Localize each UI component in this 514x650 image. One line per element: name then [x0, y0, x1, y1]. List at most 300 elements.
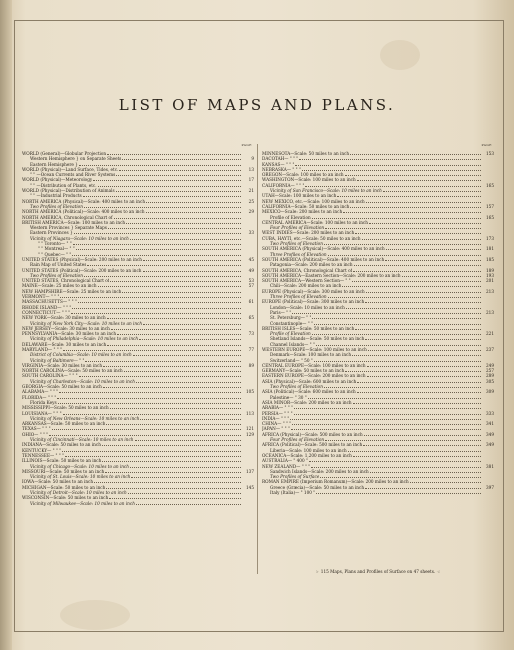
- leader-dots: [294, 408, 481, 409]
- leader-dots: [365, 302, 481, 303]
- entry-page-number: 145: [246, 484, 254, 490]
- entry-title: MEXICO—Scale: 200 miles to an inch: [262, 209, 343, 215]
- leader-dots: [143, 271, 241, 272]
- entry-title: Two Profiles of Elevation: [270, 241, 323, 247]
- entry-title: NEW MEXICO, etc.—Scale: 100 miles to an inch: [262, 198, 365, 204]
- entry-page-number: 113: [246, 410, 254, 416]
- column-divider: [257, 144, 258, 574]
- entry-title: Palestine— " 30 ": [270, 394, 307, 400]
- leader-dots: [357, 392, 481, 393]
- entry-title: Vicinity of Cincinnati—Scale: 10 miles to an inch: [30, 437, 134, 443]
- leader-dots: [146, 212, 241, 213]
- leader-dots: [79, 376, 241, 377]
- page-header-label: PAGE: [241, 143, 252, 147]
- entry-title: ARKANSAS—Scale: 50 miles to an inch: [22, 421, 106, 427]
- leader-dots: [312, 218, 481, 219]
- entry-title: Profile of Elevation: [270, 331, 311, 337]
- entry-title: CUBA, HAYTI, etc.—Scale: 50 miles to an inch: [262, 235, 361, 241]
- leader-dots: [353, 271, 481, 272]
- entry-page-number: 237: [486, 346, 494, 352]
- entry-title: WEST INDIES—Scale: 200 miles to an inch: [262, 230, 355, 236]
- entry-title: NEW HAMPSHIRE—Scale: 25 miles to an inch: [22, 288, 122, 294]
- entry-title: Greece (Græcia)—Scale: 50 miles to an inch: [270, 484, 365, 490]
- entry-title: KENTUCKY— " " ": [22, 447, 62, 453]
- entry-title: DELAWARE—Scale: 30 miles to an inch: [22, 341, 107, 347]
- entry-title: Denmark—Scale: 100 miles to an inch: [270, 352, 352, 358]
- entry-title: Eastern Hemisphere }: [30, 161, 78, 167]
- entry-title: FLORIDA— " " ": [22, 394, 57, 400]
- leader-dots: [324, 387, 481, 388]
- entry-title: EASTERN EUROPE—Scale: 200 miles to an inch: [262, 373, 366, 379]
- leader-dots: [72, 255, 241, 256]
- leader-dots: [324, 244, 481, 245]
- leader-dots: [328, 297, 481, 298]
- entry-title: KANSAS— " " ": [262, 161, 295, 167]
- leader-dots: [294, 414, 481, 415]
- leader-dots: [146, 202, 241, 203]
- leader-dots: [106, 488, 241, 489]
- page-title: LIST OF MAPS AND PLANS.: [118, 96, 396, 114]
- entry-title: CALIFORNIA— " " ": [262, 182, 305, 188]
- entry-title: BRITISH ISLES—Scale: 50 miles to an inch: [262, 325, 355, 331]
- leader-dots: [309, 461, 481, 462]
- leader-dots: [325, 440, 481, 441]
- entry-title: NEW YORK—Scale: 30 miles to an inch: [22, 315, 106, 321]
- entry-title: " " Quebec— " ": [38, 251, 72, 257]
- entry-title: EUROPE (Political)—Scale: 300 miles to an inch: [262, 299, 365, 305]
- entry-title: Vicinity of New Orleans—Scale: 10 miles to an inch: [30, 415, 140, 421]
- entry-page-number: 137: [246, 468, 254, 474]
- entry-title: JAPAN— " " ": [262, 426, 290, 432]
- entry-title: Four Profiles of Elevation: [270, 225, 325, 231]
- entry-page-number: 181: [486, 246, 494, 252]
- leader-dots: [346, 308, 481, 309]
- entry-page-number: 77: [248, 346, 254, 352]
- leader-dots: [98, 186, 241, 187]
- leader-dots: [133, 355, 241, 356]
- entry-page-number: 165: [486, 214, 494, 220]
- entry-page-number: 25: [248, 198, 254, 204]
- leader-dots: [73, 244, 241, 245]
- entry-page-number: 121: [246, 426, 254, 432]
- leader-dots: [402, 276, 481, 277]
- leader-dots: [369, 223, 481, 224]
- entry-page-number: 29: [248, 209, 254, 215]
- entry-page-number: 189: [486, 267, 494, 273]
- entry-title: Profile of Elevation: [270, 214, 311, 220]
- entry-title: Vicinity of Philadelphia—Scale: 10 miles to an inch: [30, 336, 139, 342]
- map-list-entry: [262, 490, 494, 495]
- entry-title: WORLD (General)—Globular Projection: [22, 151, 107, 156]
- entry-title: Two Profiles of Elevation: [30, 203, 83, 209]
- entry-title: AUSTRALIA— " 400 ": [262, 458, 308, 464]
- leader-dots: [410, 482, 481, 483]
- entry-title: TENNESSEE— " " ": [22, 452, 64, 458]
- leader-dots: [65, 456, 241, 457]
- page-header-label: PAGE: [481, 143, 492, 147]
- leader-dots: [107, 318, 241, 319]
- entry-title: " " —Ocean Currents and River Systems: [30, 172, 116, 178]
- leader-dots: [63, 350, 241, 351]
- leader-dots: [292, 424, 481, 425]
- leader-dots: [117, 334, 241, 335]
- leader-dots: [362, 239, 481, 240]
- leader-dots: [71, 313, 241, 314]
- entry-title: SOUTH AMERICA (Political)—Scale: 400 miles to an inch: [262, 256, 385, 262]
- entry-title: Vicinity of Milwaukee—Scale: 10 miles to an inch: [30, 500, 135, 506]
- leader-dots: [98, 286, 241, 287]
- leader-dots: [124, 371, 241, 372]
- entry-title: DACOTAH— " " ": [262, 156, 299, 162]
- entry-title: Vicinity of Detroit—Scale: 10 miles to an inch: [30, 490, 127, 495]
- leader-dots: [126, 223, 241, 224]
- right-entry-list: [262, 151, 494, 495]
- entry-page-number: 33: [248, 230, 254, 236]
- leader-dots: [367, 366, 481, 367]
- entry-title: Switzerland— " 50 ": [270, 357, 313, 363]
- entry-page-number: 173: [486, 235, 494, 241]
- leader-dots: [342, 286, 481, 287]
- entry-title: OHIO— " " ": [22, 431, 49, 437]
- entry-page-number: 309: [486, 389, 494, 395]
- entry-title: VIRGINIA—Scale: 30 miles to an inch: [22, 362, 103, 368]
- leader-dots: [328, 255, 481, 256]
- leader-dots: [366, 292, 481, 293]
- entry-page-number: 49: [248, 267, 254, 273]
- leader-dots: [103, 387, 241, 388]
- leader-dots: [364, 435, 481, 436]
- entry-title: OREGON—Scale: 100 miles to an inch: [262, 172, 344, 178]
- entry-page-number: 397: [486, 484, 494, 490]
- leader-dots: [116, 175, 241, 176]
- leader-dots: [122, 159, 241, 160]
- entry-title: District of Columbia—Scale: 10 miles to an inch: [30, 352, 132, 358]
- entry-title: NORTH AMERICA (Political)—Scale: 400 miles to an inch: [22, 209, 145, 215]
- entry-title: SOUTH CAROLINA— " " ": [22, 373, 78, 379]
- entry-title: PENNSYLVANIA—Scale: 30 miles to an inch: [22, 331, 117, 337]
- entry-title: ASIA (Political)—Scale: 600 miles to an inch: [262, 389, 356, 395]
- leader-dots: [305, 186, 481, 187]
- leader-dots: [357, 382, 481, 383]
- entry-title: Constantinople— " ": [270, 320, 313, 326]
- entry-page-number: 193: [486, 272, 494, 278]
- leader-dots: [72, 308, 241, 309]
- entry-title: Channel Islands— " ": [270, 341, 315, 347]
- leader-dots: [316, 345, 481, 346]
- leader-dots: [352, 355, 481, 356]
- entry-title: VERMONT— " " ": [22, 294, 60, 300]
- entry-title: Two Profiles of Elevation: [30, 272, 83, 278]
- entry-title: GEORGIA—Scale: 50 miles to an inch: [22, 384, 102, 390]
- entry-title: Western Provinces } Separate Maps: [30, 225, 107, 231]
- entry-title: MINNESOTA—Scale: 50 miles to an inch: [262, 151, 350, 156]
- entry-title: Patagonia—Scale: 200 miles to an inch: [270, 262, 353, 268]
- entry-title: MARYLAND— " " ": [22, 346, 62, 352]
- leader-dots: [312, 334, 481, 335]
- entry-title: MICHIGAN—Scale: 50 miles to an inch: [22, 484, 106, 490]
- entry-page-number: 17: [248, 177, 254, 183]
- leader-dots: [85, 361, 241, 362]
- entry-title: IOWA—Scale: 50 miles to an inch: [22, 479, 94, 485]
- entry-title: NORTH CAROLINA—Scale: 50 miles to an inch: [22, 368, 123, 374]
- entry-title: ASIA (Physical)—Scale: 600 miles to an inch: [262, 378, 357, 384]
- leader-dots: [385, 260, 481, 261]
- leader-dots: [386, 249, 481, 250]
- left-column: [22, 143, 254, 506]
- entry-title: UTAH—Scale: 100 miles to an inch: [262, 193, 337, 199]
- entry-title: ALABAMA— " " ": [22, 389, 59, 395]
- entry-title: ROMAN EMPIRE (Imperium Romanum)—Scale: 200 miles to an inch: [262, 479, 409, 485]
- entry-title: NORTH AMERICA (Physical)—Scale: 400 miles to an inch: [22, 198, 146, 204]
- entry-title: " " Montreal— " ": [38, 246, 75, 252]
- entry-title: Vicinity of St. Louis—Scale: 10 miles to an inch: [30, 474, 131, 480]
- page-column-header: [22, 143, 254, 151]
- entry-title: CONNECTICUT— " " ": [22, 309, 71, 315]
- paper-stain: [380, 40, 420, 70]
- entry-page-number: 249: [486, 362, 494, 368]
- leader-dots: [140, 419, 241, 420]
- leader-dots: [355, 233, 481, 234]
- entry-page-number: 21: [248, 188, 254, 194]
- leader-dots: [352, 281, 481, 282]
- entry-page-number: 73: [248, 331, 254, 337]
- entry-title: " " Toronto— " ": [38, 241, 72, 247]
- entry-title: WESTERN EUROPE—Scale: 100 miles to an inch: [262, 346, 367, 352]
- leader-dots: [58, 403, 241, 404]
- leader-dots: [102, 445, 241, 446]
- entry-title: CALIFORNIA—Scale: 50 miles to an inch: [262, 203, 350, 209]
- entry-title: Liberia—Scale: 100 miles to an inch: [270, 447, 347, 453]
- leader-dots: [57, 398, 241, 399]
- leader-dots: [316, 493, 481, 494]
- entry-title: Western Hemisphere } on Separate Sheets: [30, 156, 122, 162]
- entry-page-number: 341: [486, 421, 494, 427]
- entry-page-number: 53: [248, 278, 254, 284]
- entry-title: GERMANY—Scale: 50 miles to an inch: [262, 368, 345, 374]
- entry-title: London—Scale: 10 miles to an inch: [270, 304, 345, 310]
- entry-title: UNITED STATES (Political)—Scale: 200 miles to an inch: [22, 267, 142, 273]
- leader-dots: [136, 504, 241, 505]
- leader-dots: [290, 419, 481, 420]
- entry-title: " " —Industrial Products: [30, 193, 82, 199]
- entry-title: SOUTH AMERICA, Chronological Chart of: [262, 267, 353, 273]
- leader-dots: [122, 292, 241, 293]
- leader-dots: [357, 180, 481, 181]
- leader-dots: [94, 482, 241, 483]
- leader-dots: [291, 429, 481, 430]
- leader-dots: [302, 170, 481, 171]
- leader-dots: [139, 339, 241, 340]
- leader-dots: [370, 472, 481, 473]
- entry-page-number: 305: [486, 378, 494, 384]
- entry-page-number: 213: [486, 309, 494, 315]
- leader-dots: [110, 408, 241, 409]
- entry-title: CHINA— " " ": [262, 421, 292, 427]
- leader-dots: [367, 376, 481, 377]
- leader-dots: [135, 440, 242, 441]
- leader-dots: [110, 281, 241, 282]
- entry-title: Vicinity of Baltimore— " ": [30, 357, 85, 363]
- leader-dots: [143, 260, 241, 261]
- entry-title: UNITED STATES, Chronological Chart of: [22, 278, 110, 284]
- leader-dots: [136, 382, 241, 383]
- entry-title: WASHINGTON—Scale: 100 miles to an inch: [262, 177, 356, 183]
- right-column: [262, 143, 494, 495]
- leader-dots: [353, 403, 481, 404]
- leader-dots: [363, 445, 481, 446]
- entry-title: Sandwich Islands—Scale: 200 miles to an inch: [270, 468, 369, 474]
- leader-dots: [308, 398, 481, 399]
- leader-dots: [103, 366, 241, 367]
- leader-dots: [116, 191, 241, 192]
- leader-dots: [102, 461, 241, 462]
- entry-title: Paris— " ": [270, 309, 292, 315]
- entry-page-number: 221: [486, 331, 494, 337]
- leader-dots: [314, 324, 481, 325]
- entry-title: ILLINOIS—Scale: 50 miles to an inch: [22, 458, 102, 464]
- entry-title: NEW JERSEY—Scale: 30 miles to an inch: [22, 325, 110, 331]
- entry-title: Three Profiles of Elevation: [270, 251, 327, 257]
- entry-title: INDIANA—Scale: 50 miles to an inch: [22, 442, 101, 448]
- entry-page-number: 157: [486, 203, 494, 209]
- entry-title: MISSISSIPPI—Scale: 50 miles to an inch: [22, 405, 109, 411]
- entry-title: NEBRASKA— " " ": [262, 166, 301, 172]
- leader-dots: [111, 329, 241, 330]
- entry-page-number: 45: [248, 256, 254, 262]
- entry-title: BRITISH AMERICA—Scale: 100 miles to an inch: [22, 219, 126, 225]
- entry-title: Italy (Italia)— " 100 ": [270, 490, 316, 495]
- entry-title: TEXAS— " " ": [22, 426, 51, 432]
- entry-page-number: 89: [248, 362, 254, 368]
- entry-page-number: 185: [486, 256, 494, 262]
- leader-dots: [314, 361, 481, 362]
- leader-dots: [130, 239, 241, 240]
- entry-page-number: 129: [246, 431, 254, 437]
- leader-dots: [49, 435, 241, 436]
- entry-title: Vicinity of Chicago—Scale: 10 miles to an inch: [30, 463, 129, 469]
- paper-stain: [60, 600, 130, 630]
- leader-dots: [366, 202, 481, 203]
- entry-title: Chili—Scale: 200 miles to an inch: [270, 283, 342, 289]
- entry-title: SOUTH AMERICA—Western Section— " ": [262, 278, 351, 284]
- entry-page-number: 213: [486, 288, 494, 294]
- leader-dots: [106, 424, 241, 425]
- entry-title: WISCONSIN—Scale: 50 miles to an inch: [22, 495, 109, 501]
- leader-dots: [355, 329, 481, 330]
- entry-title: AFRICA (Physical)—Scale: 500 miles to an inch: [262, 431, 363, 437]
- leader-dots: [299, 159, 481, 160]
- leader-dots: [63, 414, 241, 415]
- page-column-header: [262, 143, 494, 151]
- leader-dots: [365, 339, 481, 340]
- entry-title: Florida Keys: [30, 399, 57, 405]
- leader-dots: [79, 165, 241, 166]
- leader-dots: [119, 170, 241, 171]
- entry-title: Vicinity of Charleston—Scale: 10 miles to an inch: [30, 378, 135, 384]
- entry-page-number: 333: [486, 410, 494, 416]
- leader-dots: [143, 324, 241, 325]
- footer-note: ☞ 115 Maps, Plans and Profiles of Surface on 47 sheets. ☜: [315, 569, 441, 574]
- entry-title: Vicinity of San Francisco—Scale: 10 miles to an inch: [270, 188, 382, 194]
- entry-title: Rain Map of United States: [30, 262, 87, 268]
- leader-dots: [325, 228, 481, 229]
- entry-title: LOUISIANA— " " ": [22, 410, 62, 416]
- entry-title: ARABIA— " " ": [262, 405, 293, 411]
- leader-dots: [59, 392, 241, 393]
- leader-dots: [105, 472, 241, 473]
- entry-title: UNITED STATES (Physical)—Scale: 200 miles to an inch: [22, 256, 143, 262]
- leader-dots: [83, 196, 241, 197]
- leader-dots: [128, 493, 241, 494]
- entry-title: Three Profiles of Elevation: [270, 294, 327, 300]
- leader-dots: [84, 276, 241, 277]
- leader-dots: [350, 207, 481, 208]
- entry-title: NORTH AMERICA, Chronological Chart of: [22, 214, 113, 220]
- entry-title: Vicinity of New York City—Scale: 10 miles to an inch: [30, 320, 143, 326]
- entry-title: CENTRAL EUROPE—Scale: 100 miles to an inch: [262, 362, 366, 368]
- leader-dots: [114, 218, 241, 219]
- leader-dots: [76, 249, 241, 250]
- entry-title: NEW ZEALAND— " " ": [262, 463, 311, 469]
- leader-dots: [312, 318, 481, 319]
- entry-page-number: 105: [246, 389, 254, 395]
- entry-page-number: 65: [248, 315, 254, 321]
- leader-dots: [320, 477, 481, 478]
- leader-dots: [343, 212, 481, 213]
- entry-title: OCEANICA—Scale: 1,200 miles to an inch: [262, 452, 352, 458]
- entry-page-number: 153: [486, 151, 494, 156]
- leader-dots: [368, 350, 481, 351]
- leader-dots: [131, 477, 241, 478]
- leader-dots: [74, 233, 241, 234]
- entry-title: PERSIA— " " ": [262, 410, 293, 416]
- leader-dots: [348, 451, 481, 452]
- leader-dots: [84, 207, 241, 208]
- entry-title: Vicinity of Niagara—Scale: 10 miles to an inch: [30, 235, 129, 241]
- leader-dots: [107, 154, 241, 155]
- leader-dots: [62, 451, 241, 452]
- entry-page-number: 349: [486, 431, 494, 437]
- entry-title: CENTRAL AMERICA—Scale: 100 miles to an inch: [262, 219, 368, 225]
- leader-dots: [109, 498, 241, 499]
- leader-dots: [107, 345, 241, 346]
- leader-dots: [93, 180, 241, 181]
- leader-dots: [311, 467, 481, 468]
- map-list-entry: [22, 501, 254, 506]
- entry-title: WORLD (Physical)—Land Surface, Tides, etc.: [22, 166, 119, 172]
- entry-page-number: 9: [251, 156, 254, 162]
- leader-dots: [354, 265, 481, 266]
- entry-page-number: 165: [486, 182, 494, 188]
- entry-title: SOUTH AMERICA (Physical)—Scale: 400 miles to an inch: [262, 246, 385, 252]
- leader-dots: [350, 154, 481, 155]
- left-entry-list: [22, 151, 254, 506]
- entry-page-number: 13: [248, 166, 254, 172]
- entry-title: St. Petersburg— " ": [270, 315, 312, 321]
- entry-title: Four Profiles of Elevation: [270, 437, 325, 443]
- entry-page-number: 61: [248, 299, 254, 305]
- entry-page-number: 201: [486, 278, 494, 284]
- entry-title: AFRICA (Political)—Scale: 500 miles to an inch: [262, 442, 363, 448]
- entry-title: ASIA MINOR—Scale: 200 miles to an inch: [262, 399, 352, 405]
- entry-title: INDIA— " " ": [262, 415, 290, 421]
- entry-page-number: 57: [248, 283, 254, 289]
- entry-title: " " —Distribution of Plants, etc.: [30, 182, 97, 188]
- leader-dots: [78, 302, 241, 303]
- leader-dots: [52, 429, 241, 430]
- leader-dots: [353, 456, 481, 457]
- leader-dots: [130, 467, 241, 468]
